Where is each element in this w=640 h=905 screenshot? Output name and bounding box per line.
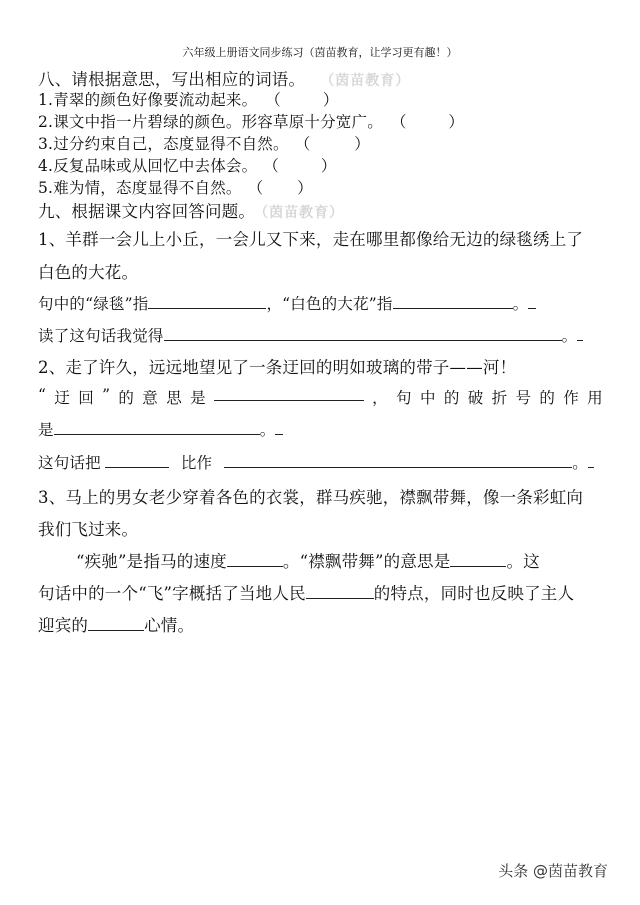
answer-blank[interactable]	[306, 584, 374, 599]
watermark: （茵苗教育）	[261, 205, 345, 221]
question-2-part-b: 这句话把 比作 。	[38, 451, 594, 473]
section-8-item-1: 1.青翠的颜色好像要流动起来。 （ ）	[38, 91, 339, 109]
section-8-item-4: 4.反复品味或从回忆中去体会。 （ ）	[38, 157, 337, 175]
section-9-heading	[38, 198, 344, 222]
section-8-heading	[38, 66, 410, 90]
answer-blank[interactable]	[450, 552, 506, 567]
question-1-text: 1、羊群一会儿上小丘，一会儿又下来，走在哪里都像给无边的绿毯绣上了	[38, 230, 584, 249]
question-2-text: 2、走了许久，远远地望见了一条迂回的明如玻璃的带子——河！	[38, 358, 517, 377]
section-8-item-2: 2.课文中指一片碧绿的颜色。形容草原十分宽广。 （ ）	[38, 113, 464, 131]
question-3-text-cont: 我们飞过来。	[38, 520, 139, 539]
question-3-part-b: 句话中的一个“飞”字概括了当地人民 的特点，同时也反映了主人	[38, 584, 575, 603]
watermark: （茵苗教育）	[327, 73, 411, 89]
section-9-title: 九、根据课文内容回答问题。	[38, 202, 256, 221]
answer-blank[interactable]	[214, 386, 364, 401]
question-1-text-cont: 白色的大花。	[38, 263, 139, 282]
answer-blank[interactable]	[227, 552, 283, 567]
question-1-part-a: 句中的“绿毯”指 ，“白色的大花”指 。	[38, 292, 536, 314]
footer-attribution: 头条 @茵苗教育	[498, 862, 608, 880]
section-8-title: 八、请根据意思，写出相应的词语。	[38, 70, 306, 89]
answer-blank[interactable]	[224, 453, 572, 468]
answer-blank[interactable]	[577, 326, 583, 341]
answer-blank[interactable]	[164, 326, 562, 341]
section-8-item-5: 5.难为情，态度显得不自然。 （ ）	[38, 179, 313, 197]
question-2-part-a: “ 迂 回 ” 的 意 思 是 ， 句 中 的 破 折 号 的 作 用	[38, 386, 603, 407]
question-3-text: 3、马上的男女老少穿着各色的衣裳，群马疾驰，襟飘带舞，像一条彩虹向	[38, 488, 584, 507]
section-8-item-3: 3.过分约束自己，态度显得不自然。 （ ）	[38, 135, 370, 153]
answer-blank[interactable]	[588, 453, 594, 468]
page-header: 六年级上册语文同步练习（茵苗教育，让学习更有趣！）	[182, 46, 458, 59]
answer-blank[interactable]	[105, 453, 169, 468]
question-3-part-c: 迎宾的 心情。	[38, 616, 195, 635]
answer-blank[interactable]	[528, 294, 536, 309]
answer-blank[interactable]	[54, 420, 260, 435]
answer-blank[interactable]	[88, 616, 144, 631]
answer-blank[interactable]	[275, 420, 283, 435]
answer-blank[interactable]	[148, 294, 266, 309]
question-3-part-a: “疾驰”是指马的速度 。“襟飘带舞”的意思是 。这	[76, 552, 540, 571]
question-2-part-a-cont: 是 。	[38, 418, 283, 440]
question-1-part-b: 读了这句话我觉得 。	[38, 324, 583, 346]
answer-blank[interactable]	[393, 294, 513, 309]
